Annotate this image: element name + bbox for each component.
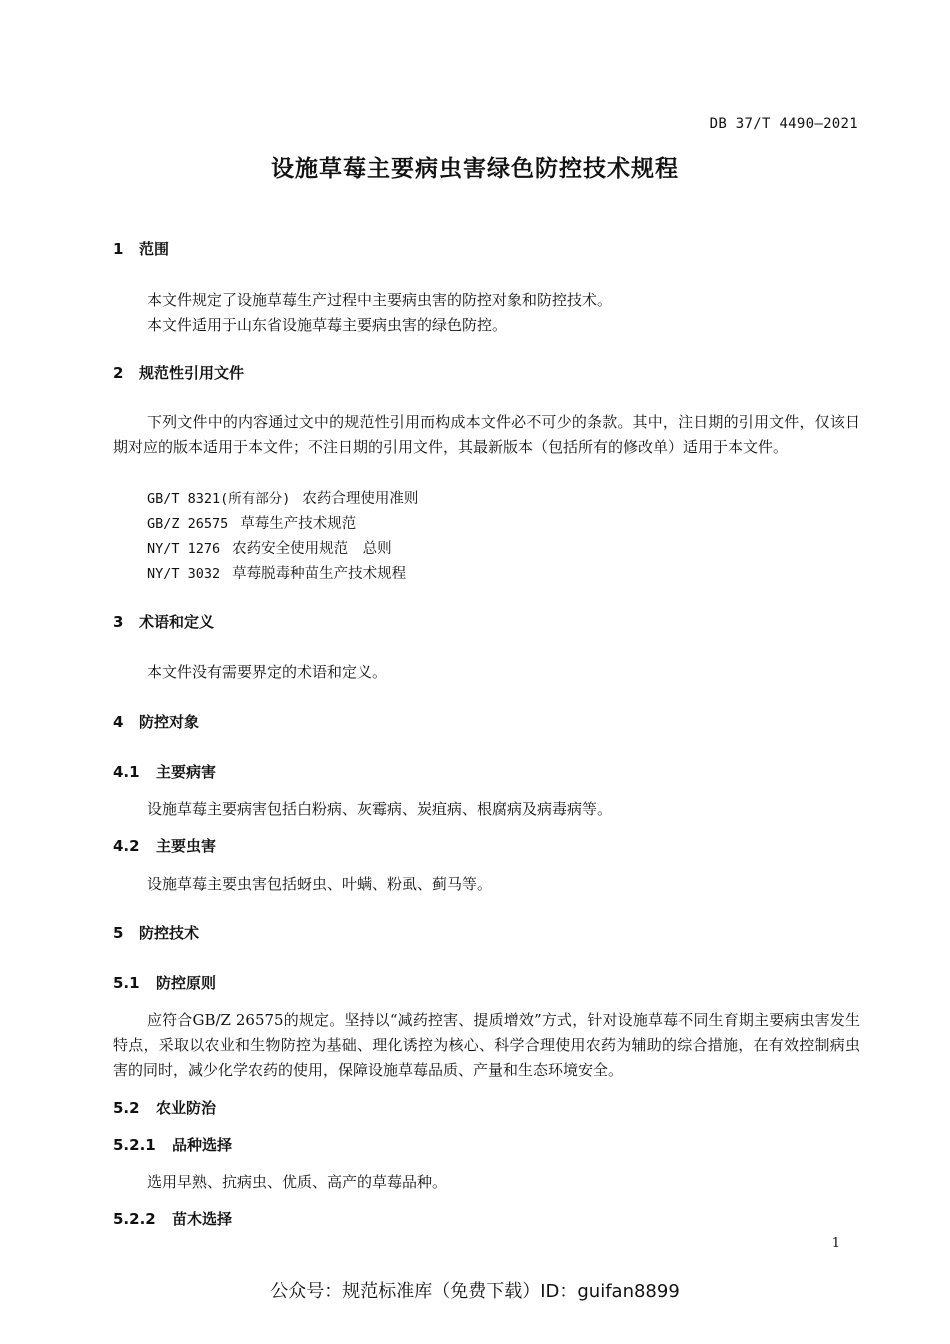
section-1-heading (113, 238, 169, 259)
reference-name: 草莓生产技术规范 (240, 516, 357, 532)
subsection-number: 4.1 (113, 763, 140, 781)
section-number: 3 (113, 613, 124, 631)
subsection-title: 防控原则 (156, 974, 217, 992)
section-number: 5 (113, 924, 124, 942)
page-number: 1 (831, 1236, 840, 1251)
subsection-4-1-paragraph: 设施草莓主要病害包括白粉病、灰霉病、炭疽病、根腐病及病毒病等。 (147, 800, 613, 818)
reference-code: GB/T 8321(所有部分) (147, 491, 291, 507)
subsection-number: 5.1 (113, 974, 140, 992)
reference-code: GB/Z 26575 (147, 516, 229, 532)
section-2-paragraph: 下列文件中的内容通过文中的规范性引用而构成本文件必不可少的条款。其中，注日期的引用文件，仅该日期对应的版本适用于本文件；不注日期的引用文件，其最新版本（包括所有的修改单）适用于本文件。 (113, 413, 860, 456)
subsection-number: 4.2 (113, 837, 140, 855)
section-title: 规范性引用文件 (139, 364, 245, 382)
subsection-5-2-1-heading (113, 1134, 232, 1155)
section-title: 范围 (139, 240, 170, 258)
reference-code: NY/T 1276 (147, 541, 221, 557)
subsection-title: 品种选择 (172, 1136, 233, 1154)
reference-code: NY/T 3032 (147, 566, 221, 582)
section-3-heading (113, 611, 214, 632)
subsection-title: 农业防治 (156, 1099, 217, 1117)
section-1-paragraph-2: 本文件适用于山东省设施草莓主要病虫害的绿色防控。 (147, 316, 508, 334)
reference-item (147, 562, 406, 583)
section-title: 防控技术 (139, 924, 200, 942)
subsection-number: 5.2.1 (113, 1136, 156, 1154)
document-title: 设施草莓主要病虫害绿色防控技术规程 (271, 156, 679, 182)
section-2-heading (113, 362, 244, 383)
section-5-heading (113, 922, 199, 943)
subsection-5-2-1-paragraph: 选用早熟、抗病虫、优质、高产的草莓品种。 (147, 1173, 448, 1191)
subsection-5-1-heading (113, 972, 216, 993)
subsection-5-2-2-heading (113, 1208, 232, 1229)
subsection-4-1-heading (113, 761, 216, 782)
subsection-4-2-heading (113, 835, 216, 856)
footer-watermark-text: 公众号：规范标准库（免费下载）ID：guifan8899 (270, 1281, 680, 1302)
subsection-title: 主要虫害 (156, 837, 217, 855)
subsection-title: 苗木选择 (172, 1210, 233, 1228)
subsection-number: 5.2 (113, 1099, 140, 1117)
reference-item (147, 512, 356, 533)
subsection-title: 主要病害 (156, 763, 217, 781)
subsection-5-2-heading (113, 1097, 216, 1118)
reference-item (147, 537, 392, 558)
section-number: 2 (113, 364, 124, 382)
section-number: 1 (113, 240, 124, 258)
reference-name: 农药合理使用准则 (302, 491, 419, 507)
document-code: DB 37/T 4490—2021 (709, 116, 858, 132)
reference-name: 草莓脱毒种苗生产技术规程 (232, 566, 407, 582)
section-number: 4 (113, 713, 124, 731)
reference-name: 农药安全使用规范 总则 (232, 541, 392, 557)
section-title: 防控对象 (139, 713, 200, 731)
section-1-paragraph-1: 本文件规定了设施草莓生产过程中主要病虫害的防控对象和防控技术。 (147, 291, 613, 309)
subsection-4-2-paragraph: 设施草莓主要虫害包括蚜虫、叶螨、粉虱、蓟马等。 (147, 875, 493, 893)
section-3-paragraph: 本文件没有需要界定的术语和定义。 (147, 663, 388, 681)
subsection-number: 5.2.2 (113, 1210, 156, 1228)
section-title: 术语和定义 (139, 613, 215, 631)
subsection-5-1-paragraph: 应符合GB/Z 26575的规定。坚持以“减药控害、提质增效”方式，针对设施草莓不同生育期主要病虫害发生特点，采取以农业和生物防控为基础、理化诱控为核心、科学合理使用农药为辅助的综合措施，在有效控制病虫害的同时，减少化学农药的使用，保障设施草莓品质、产量和生态环境安全。 (113, 1011, 860, 1079)
section-4-heading (113, 711, 199, 732)
reference-item (147, 487, 418, 508)
